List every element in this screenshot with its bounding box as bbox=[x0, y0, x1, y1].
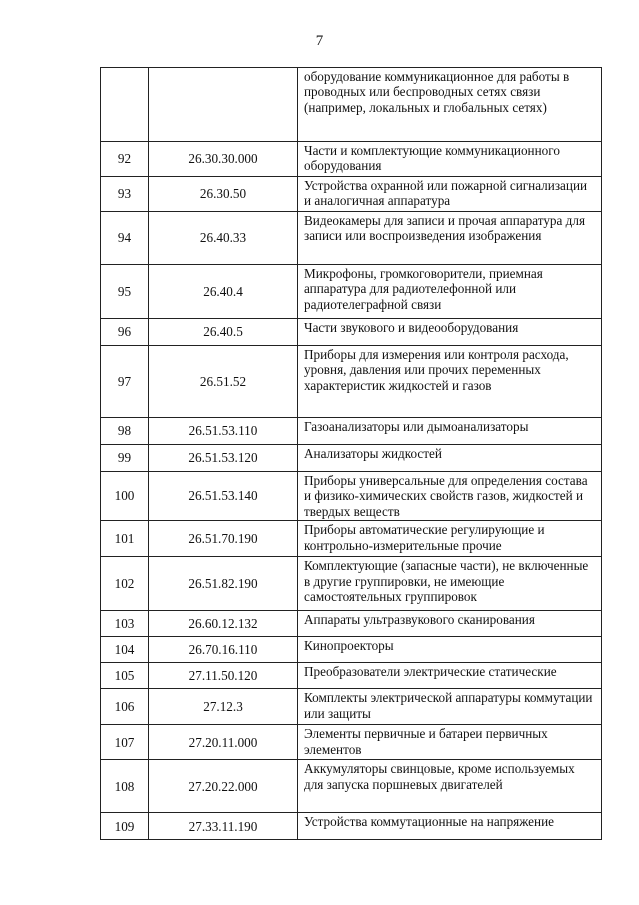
products-table bbox=[100, 67, 602, 840]
table-row bbox=[101, 521, 602, 557]
row-number: 107 bbox=[101, 725, 149, 760]
row-code: 26.51.52 bbox=[149, 346, 298, 418]
row-code: 27.33.11.190 bbox=[149, 813, 298, 840]
row-number: 108 bbox=[101, 760, 149, 813]
row-description: Аппараты ультразвукового сканирования bbox=[298, 611, 602, 637]
table-row bbox=[101, 637, 602, 663]
row-description: Устройства коммутационные на напряжение bbox=[298, 813, 602, 840]
row-code: 26.51.53.110 bbox=[149, 418, 298, 445]
row-code: 26.40.5 bbox=[149, 319, 298, 346]
row-number: 93 bbox=[101, 177, 149, 212]
row-code: 26.70.16.110 bbox=[149, 637, 298, 663]
page-number: 7 bbox=[315, 33, 324, 49]
row-description: Газоанализаторы или дымоанализаторы bbox=[298, 418, 602, 445]
row-description: Анализаторы жидкостей bbox=[298, 445, 602, 472]
row-code: 26.40.4 bbox=[149, 265, 298, 319]
row-description: Устройства охранной или пожарной сигнализации и аналогичная аппаратура bbox=[298, 177, 602, 212]
row-code: 26.51.70.190 bbox=[149, 521, 298, 557]
row-description: Кинопроекторы bbox=[298, 637, 602, 663]
row-code: 27.20.11.000 bbox=[149, 725, 298, 760]
row-description: Преобразователи электрические статические bbox=[298, 663, 602, 689]
row-number: 102 bbox=[101, 557, 149, 611]
table-row bbox=[101, 611, 602, 637]
row-number: 106 bbox=[101, 689, 149, 725]
row-code: 26.30.50 bbox=[149, 177, 298, 212]
row-number: 96 bbox=[101, 319, 149, 346]
row-description: Части звукового и видеооборудования bbox=[298, 319, 602, 346]
row-number: 101 bbox=[101, 521, 149, 557]
row-code: 26.51.82.190 bbox=[149, 557, 298, 611]
row-number: 103 bbox=[101, 611, 149, 637]
row-code bbox=[149, 68, 298, 142]
row-number: 95 bbox=[101, 265, 149, 319]
row-code: 26.60.12.132 bbox=[149, 611, 298, 637]
table-row bbox=[101, 725, 602, 760]
row-number: 105 bbox=[101, 663, 149, 689]
row-number: 97 bbox=[101, 346, 149, 418]
row-code: 26.40.33 bbox=[149, 212, 298, 265]
row-description: Приборы для измерения или контроля расхода, уровня, давления или прочих переменных характеристик жидкостей и газов bbox=[298, 346, 602, 418]
row-code: 26.30.30.000 bbox=[149, 142, 298, 177]
row-description: Элементы первичные и батареи первичных элементов bbox=[298, 725, 602, 760]
table-row bbox=[101, 177, 602, 212]
table-row bbox=[101, 689, 602, 725]
table-row bbox=[101, 557, 602, 611]
row-description: Микрофоны, громкоговорители, приемная аппаратура для радиотелефонной или радиотелеграфной связи bbox=[298, 265, 602, 319]
table-row bbox=[101, 445, 602, 472]
table-row bbox=[101, 472, 602, 521]
row-number: 109 bbox=[101, 813, 149, 840]
row-number: 92 bbox=[101, 142, 149, 177]
row-number: 94 bbox=[101, 212, 149, 265]
table-row bbox=[101, 760, 602, 813]
row-description: Приборы универсальные для определения состава и физико-химических свойств газов, жидкостей и твердых веществ bbox=[298, 472, 602, 521]
table-row bbox=[101, 346, 602, 418]
table-row bbox=[101, 142, 602, 177]
row-number: 104 bbox=[101, 637, 149, 663]
table-row bbox=[101, 265, 602, 319]
row-description: Комплектующие (запасные части), не включенные в другие группировки, не имеющие самостоятельных группировок bbox=[298, 557, 602, 611]
row-number: 99 bbox=[101, 445, 149, 472]
row-description: Приборы автоматические регулирующие и контрольно-измерительные прочие bbox=[298, 521, 602, 557]
row-number: 98 bbox=[101, 418, 149, 445]
row-code: 26.51.53.140 bbox=[149, 472, 298, 521]
row-code: 27.11.50.120 bbox=[149, 663, 298, 689]
row-description: Видеокамеры для записи и прочая аппаратура для записи или воспроизведения изображения bbox=[298, 212, 602, 265]
table-row bbox=[101, 418, 602, 445]
row-code: 27.20.22.000 bbox=[149, 760, 298, 813]
table-row bbox=[101, 663, 602, 689]
table-row bbox=[101, 212, 602, 265]
row-description: оборудование коммуникационное для работы в проводных или беспроводных сетях связи (например, локальных и глобальных сетях) bbox=[298, 68, 602, 142]
row-number bbox=[101, 68, 149, 142]
row-description: Комплекты электрической аппаратуры коммутации или защиты bbox=[298, 689, 602, 725]
row-code: 27.12.3 bbox=[149, 689, 298, 725]
table-row bbox=[101, 68, 602, 142]
row-code: 26.51.53.120 bbox=[149, 445, 298, 472]
table-row bbox=[101, 319, 602, 346]
row-description: Части и комплектующие коммуникационного оборудования bbox=[298, 142, 602, 177]
row-number: 100 bbox=[101, 472, 149, 521]
table-row bbox=[101, 813, 602, 840]
row-description: Аккумуляторы свинцовые, кроме используемых для запуска поршневых двигателей bbox=[298, 760, 602, 813]
